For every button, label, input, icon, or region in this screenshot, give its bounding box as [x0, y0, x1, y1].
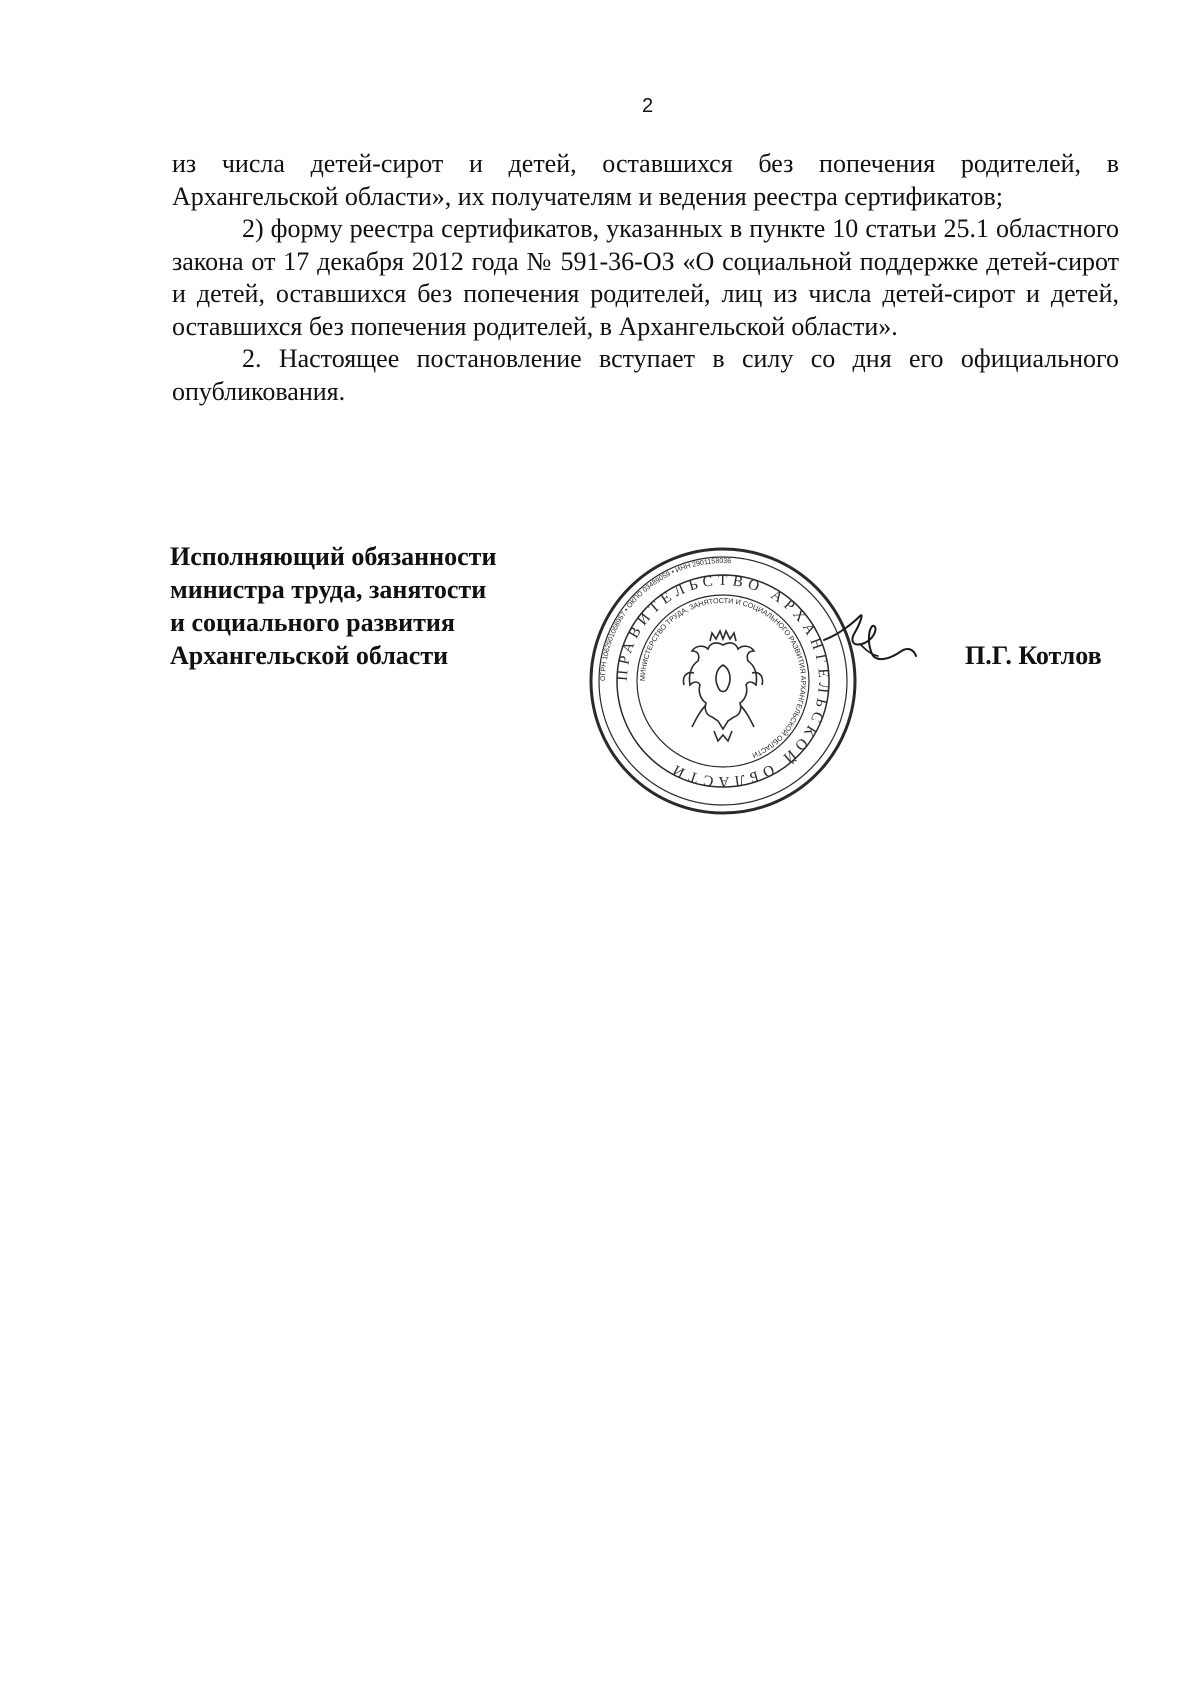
paragraph-continuation: из числа детей-сирот и детей, оставшихся без попечения родителей, в Архангельской области», их получателям и ведения реестра сертификатов; [172, 149, 1119, 211]
signatory-name: П.Г. Котлов [965, 641, 1102, 670]
signatory-title [170, 540, 590, 672]
signatory-title-line: министра труда, занятости [170, 575, 487, 604]
signatory-title-line: Исполняющий обязанности [170, 542, 497, 571]
paragraph-item-2: 2) форму реестра сертификатов, указанных в пункте 10 статьи 25.1 областного закона от 17 декабря 2012 года № 591-36-ОЗ «О социальной поддержке детей-сирот и детей, оставшихся без попечения родителей, лиц из числа детей-сирот и детей, оставшихся без попечения родителей, в Архангельской области». [172, 214, 1119, 341]
signatory-title-line: и социального развития [170, 608, 455, 637]
handwritten-signature [820, 610, 920, 680]
signatory-title-line: Архангельской области [170, 641, 449, 670]
seal-second-ring [599, 557, 847, 805]
page-number: 2 [641, 95, 654, 117]
paragraph-effective-date: 2. Настоящее постановление вступает в силу со дня его официального опубликования. [172, 344, 1119, 406]
seal-outer-text: ПРАВИТЕЛЬСТВО АРХАНГЕЛЬСКОЙ ОБЛАСТИ [614, 572, 832, 790]
document-body [172, 148, 1119, 408]
official-seal [588, 545, 858, 817]
seal-certificate-text: ОГРН 1062901068957 • ОКПО 03489059 • ИНН 2901158036 [599, 557, 732, 682]
double-headed-eagle-icon [683, 631, 762, 741]
seal-inner-ring [637, 595, 809, 767]
seal-inner-text: МИНИСТЕРСТВО ТРУДА, ЗАНЯТОСТИ И СОЦИАЛЬНОГО РАЗВИТИЯ АРХАНГЕЛЬСКОЙ ОБЛАСТИ [637, 595, 809, 760]
